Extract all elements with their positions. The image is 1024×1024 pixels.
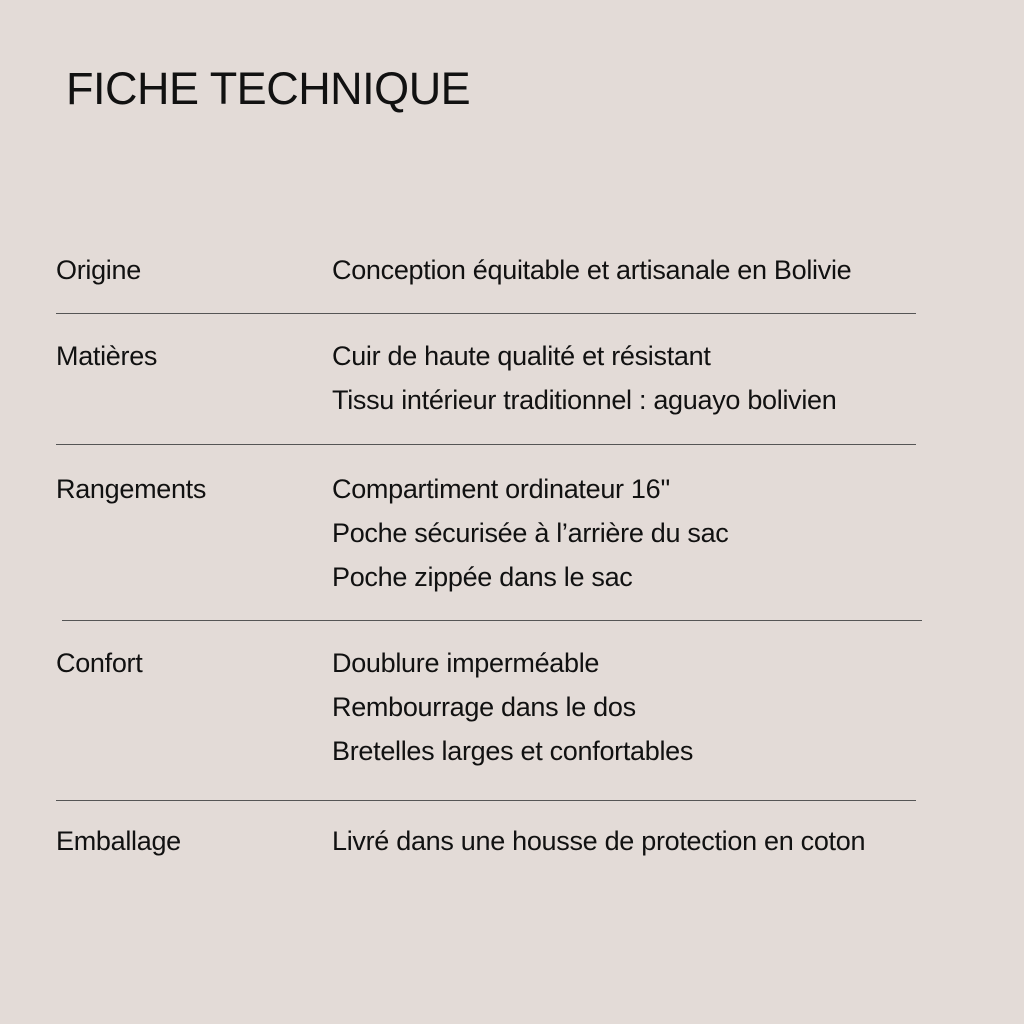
spec-label-origine: Origine: [56, 255, 141, 285]
spec-value: Bretelles larges et confortables: [332, 736, 694, 766]
spec-values-rangements: [332, 467, 729, 599]
spec-value: Conception équitable et artisanale en Bolivie: [332, 255, 852, 285]
page-title: FICHE TECHNIQUE: [66, 63, 471, 114]
spec-values-origine: [332, 248, 851, 292]
spec-label-emballage: Emballage: [56, 826, 181, 856]
row-divider: [56, 444, 916, 445]
spec-values-matieres: [332, 334, 837, 422]
row-divider: [56, 800, 916, 801]
row-divider: [62, 620, 922, 621]
spec-value: Livré dans une housse de protection en coton: [332, 826, 866, 856]
spec-value: Doublure imperméable: [332, 648, 600, 678]
row-divider: [56, 313, 916, 314]
spec-value: Compartiment ordinateur 16'': [332, 474, 671, 504]
spec-values-confort: [332, 641, 693, 773]
spec-label-matieres: Matières: [56, 341, 158, 371]
spec-values-emballage: [332, 819, 865, 863]
spec-label-confort: Confort: [56, 648, 143, 678]
spec-value: Tissu intérieur traditionnel : aguayo bolivien: [332, 385, 837, 415]
spec-value: Poche sécurisée à l’arrière du sac: [332, 518, 729, 548]
spec-value: Rembourrage dans le dos: [332, 692, 636, 722]
spec-label-rangements: Rangements: [56, 474, 207, 504]
spec-value: Cuir de haute qualité et résistant: [332, 341, 711, 371]
spec-value: Poche zippée dans le sac: [332, 562, 633, 592]
